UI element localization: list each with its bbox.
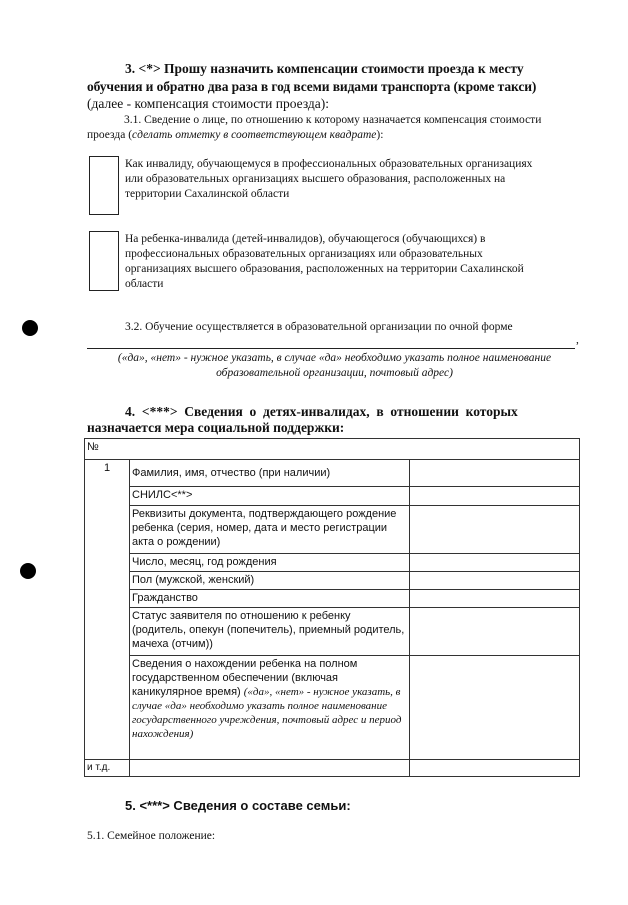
- field-value-cell[interactable]: [410, 460, 580, 487]
- row-num-cell: 1: [85, 460, 130, 760]
- field-label: Фамилия, имя, отчество (при наличии): [130, 460, 410, 487]
- table-row: [85, 656, 580, 760]
- table-row: [85, 608, 580, 656]
- field-label: Пол (мужской, женский): [130, 572, 410, 590]
- section4-title-line2: назначается мера социальной поддержки:: [87, 420, 345, 435]
- p32-text: 3.2. Обучение осуществляется в образовательной организации по очной форме: [125, 321, 513, 333]
- binder-hole-top: [22, 320, 38, 336]
- table-row-etc: [85, 760, 580, 777]
- field-value-cell[interactable]: [410, 572, 580, 590]
- option2-text: На ребенка-инвалида (детей-инвалидов), обучающегося (обучающихся) в профессиональных образовательных организациях или образовательных организациях высшего образования, расположенных на территории Сахалинской области: [125, 233, 524, 290]
- field-label: Статус заявителя по отношению к ребенку (родитель, опекун (попечитель), приемный родитель, мачеха (отчим)): [130, 608, 410, 656]
- etc-cell: и т.д.: [85, 760, 130, 777]
- table-row: [85, 590, 580, 608]
- p31-line1: 3.1. Сведение о лице, по отношению к которому назначается компенсация стоимости: [124, 114, 542, 126]
- section3-title-line3: (далее - компенсация стоимости проезда):: [87, 96, 330, 111]
- p32-comma: ,: [576, 334, 579, 346]
- field-value-cell[interactable]: [410, 487, 580, 506]
- section5-title: 5. <***> Сведения о составе семьи:: [125, 798, 351, 813]
- section3-title-line1: 3. <*> Прошу назначить компенсации стоимости проезда к месту: [125, 61, 524, 76]
- children-table: [84, 438, 580, 777]
- field-value-cell[interactable]: [410, 554, 580, 572]
- etc-empty-cell[interactable]: [410, 760, 580, 777]
- field-label: Гражданство: [130, 590, 410, 608]
- field-value-cell[interactable]: [410, 590, 580, 608]
- header-empty-cell: [130, 439, 580, 460]
- table-row: [85, 506, 580, 554]
- table-header-row: [85, 439, 580, 460]
- field-value-cell[interactable]: [410, 656, 580, 760]
- option1-checkbox[interactable]: [89, 156, 119, 215]
- option1-text: Как инвалиду, обучающемуся в профессиональных образовательных организациях или образовательных организациях высшего образования, расположенных на территории Сахалинской области: [125, 158, 533, 200]
- p32-answer-line[interactable]: [87, 348, 575, 349]
- field-label: СНИЛС<**>: [130, 487, 410, 506]
- field-value-cell[interactable]: [410, 506, 580, 554]
- p51-text: 5.1. Семейное положение:: [87, 830, 216, 842]
- field-label: Сведения о нахождении ребенка на полном государственном обеспечении (включая каникулярное время) («да», «нет» - нужное указать, в случае «да» необходимо указать полное наименование государственного учреждения, почтовый адрес и период нахождения): [130, 656, 410, 760]
- table-row: [85, 554, 580, 572]
- field-label: Реквизиты документа, подтверждающего рождение ребенка (серия, номер, дата и место регистрации акта о рождении): [130, 506, 410, 554]
- field-label: Число, месяц, год рождения: [130, 554, 410, 572]
- p31-line2: проезда (сделать отметку в соответствующем квадрате):: [87, 129, 384, 141]
- option2-checkbox[interactable]: [89, 231, 119, 291]
- etc-empty-cell[interactable]: [130, 760, 410, 777]
- header-num-cell: №: [85, 439, 130, 460]
- table-row: [85, 487, 580, 506]
- binder-hole-bottom: [20, 563, 36, 579]
- table-row: [85, 572, 580, 590]
- table-row: [85, 460, 580, 487]
- field-value-cell[interactable]: [410, 608, 580, 656]
- section4-title-line1: 4. <***> Сведения о детях-инвалидах, в отношении которых: [125, 404, 518, 419]
- section3-title-line2: обучения и обратно два раза в год всеми видами транспорта (кроме такси): [87, 79, 537, 94]
- p32-note: («да», «нет» - нужное указать, в случае «да» необходимо указать полное наименование образовательной организации, почтовый адрес): [117, 352, 552, 379]
